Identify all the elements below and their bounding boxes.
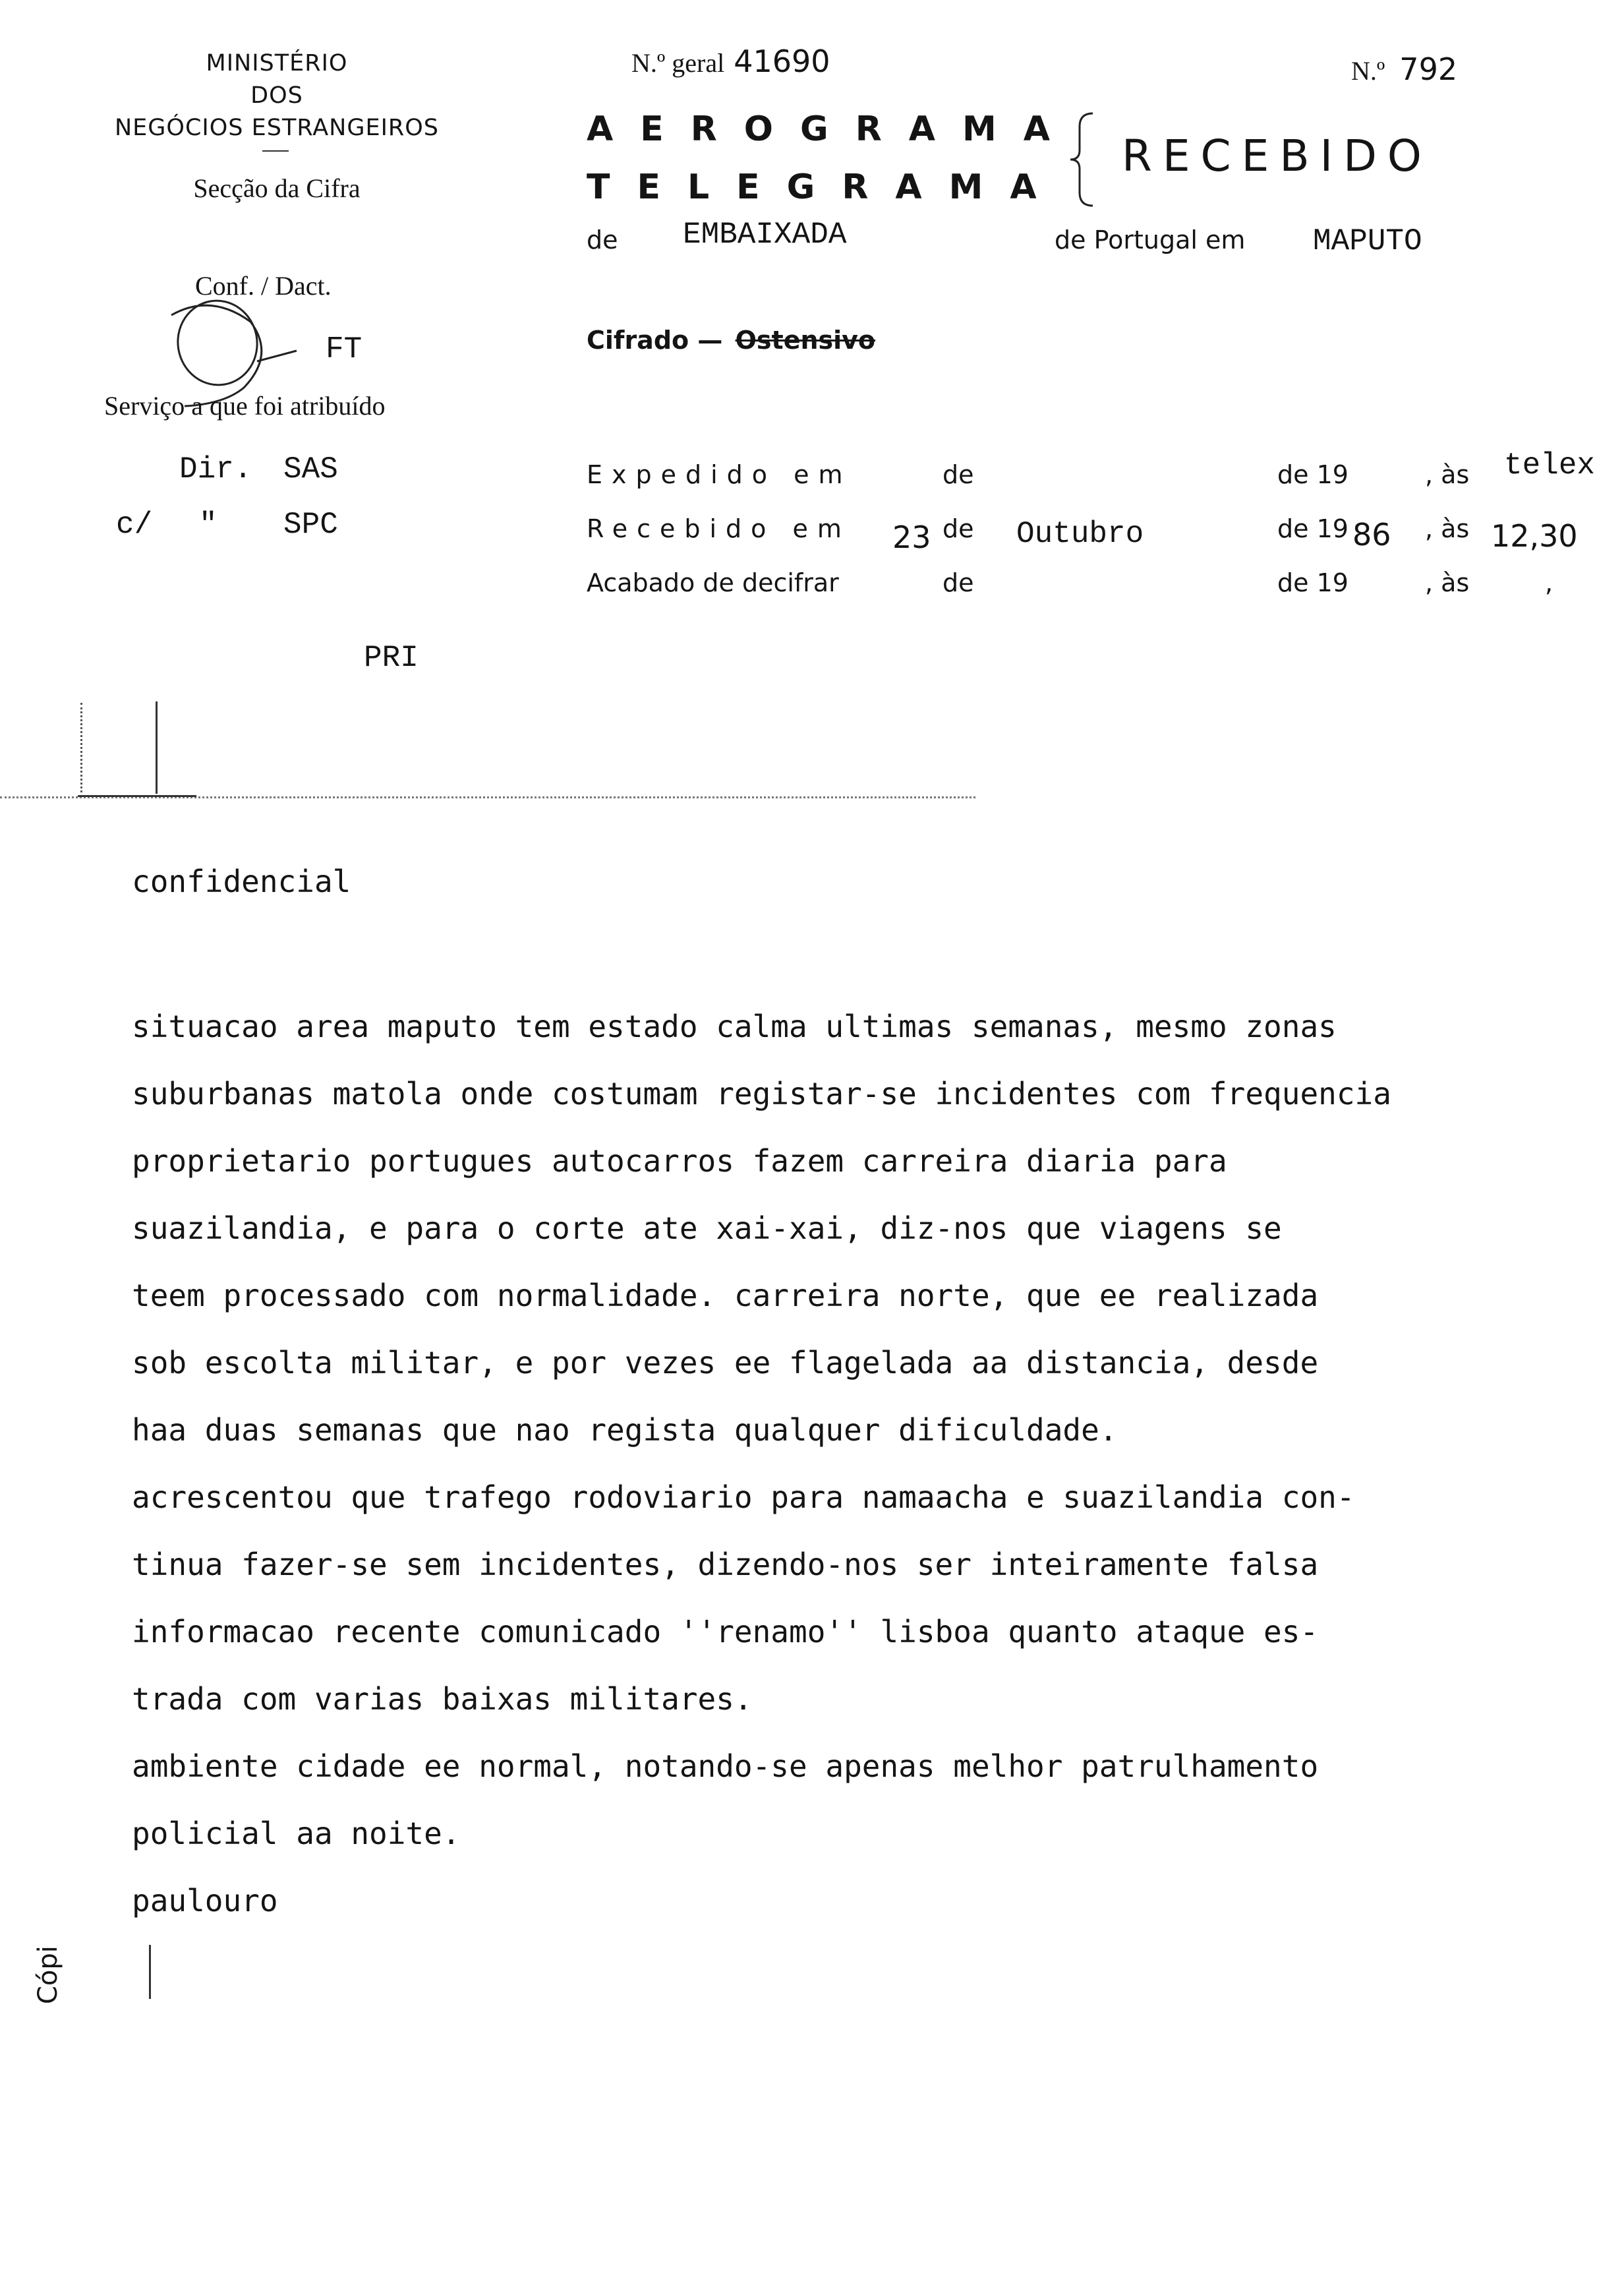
- ministry-underline: [262, 150, 289, 152]
- brace-icon: [1066, 111, 1099, 208]
- recebido-month: Outubro: [1016, 517, 1144, 551]
- expedido-year-label: de 19: [1277, 460, 1348, 489]
- portugal-label: de Portugal em: [1055, 225, 1246, 254]
- ostensivo-struck-label: Ostensivo: [735, 326, 876, 355]
- ministry-line-3: NEGÓCIOS ESTRANGEIROS: [115, 115, 439, 141]
- doc-number-label: N.º: [1351, 56, 1385, 86]
- recebido-de-word: de: [942, 514, 974, 543]
- dir-value: SAS: [283, 452, 338, 487]
- cc-ditto: ": [199, 508, 218, 542]
- cifrado-label: Cifrado —: [587, 326, 723, 355]
- ministry-line-2: DOS: [250, 82, 303, 109]
- body-line-8: acrescentou que trafego rodoviario para namaacha e suazilandia con-: [132, 1479, 1355, 1515]
- telegrama-heading: TELEGRAMA: [587, 167, 1064, 207]
- body-line-10: informacao recente comunicado ''renamo'' lisboa quanto ataque es-: [132, 1614, 1319, 1650]
- aerograma-heading: AEROGRAMA: [587, 109, 1077, 149]
- body-line-9: tinua fazer-se sem incidentes, dizendo-nos ser inteiramente falsa: [132, 1547, 1319, 1582]
- from-value: EMBAIXADA: [683, 218, 847, 252]
- cifrado-line: [587, 326, 875, 355]
- cc-label: c/: [116, 508, 153, 542]
- body-line-3: proprietario portugues autocarros fazem carreira diaria para: [132, 1143, 1227, 1179]
- recebido-year-label: de 19: [1277, 514, 1348, 543]
- general-number-label: N.º geral: [631, 48, 725, 78]
- acabado-label: Acabado de decifrar: [587, 568, 839, 597]
- signature-line: paulouro: [132, 1883, 278, 1918]
- conf-dact-label: Conf. / Dact.: [195, 271, 332, 301]
- acabado-de-word: de: [942, 568, 974, 597]
- general-number: [631, 44, 830, 79]
- priority-code: PRI: [364, 641, 419, 675]
- recebido-label: Recebido em: [587, 514, 851, 543]
- recebido-as-label: , às: [1425, 514, 1470, 543]
- vertical-rule-left: [156, 701, 158, 794]
- dir-label: Dir.: [179, 452, 252, 487]
- body-line-11: trada com varias baixas militares.: [132, 1681, 753, 1717]
- general-number-value: 41690: [734, 44, 830, 79]
- city-value: MAPUTO: [1313, 224, 1422, 258]
- recebido-day: 23: [892, 520, 931, 555]
- classification-line: confidencial: [132, 864, 351, 899]
- body-line-4: suazilandia, e para o corte ate xai-xai, diz-nos que viagens se: [132, 1210, 1282, 1246]
- copy-margin-note: Cópi: [33, 1946, 63, 2004]
- from-label: de: [587, 225, 618, 254]
- vertical-rule-bottom: [149, 1945, 151, 1999]
- ministry-block: [46, 47, 508, 144]
- ministry-line-1: MINISTÉRIO: [206, 50, 348, 76]
- expedido-de-word: de: [942, 460, 974, 489]
- recebido-stamp: RECEBIDO: [1122, 131, 1432, 181]
- cipher-section: Secção da Cifra: [193, 173, 361, 203]
- acabado-comma: ,: [1545, 568, 1553, 597]
- body-line-6: sob escolta militar, e por vezes ee flagelada aa distancia, desde: [132, 1345, 1319, 1381]
- body-line-5: teem processado com normalidade. carreira norte, que ee realizada: [132, 1278, 1319, 1313]
- body-line-13: policial aa noite.: [132, 1816, 461, 1851]
- acabado-as-label: , às: [1425, 568, 1470, 597]
- recebido-year-suffix: 86: [1352, 517, 1391, 552]
- conf-initials: FT: [326, 332, 362, 367]
- cc-value: SPC: [283, 508, 338, 542]
- service-label: Serviço a que foi atribuído: [104, 391, 386, 421]
- separator-solid-segment: [78, 795, 196, 797]
- expedido-as-label: , às: [1425, 460, 1470, 489]
- expedido-value: telex: [1504, 448, 1596, 483]
- acabado-year-label: de 19: [1277, 568, 1348, 597]
- body-line-12: ambiente cidade ee normal, notando-se apenas melhor patrulhamento: [132, 1748, 1319, 1784]
- expedido-label: Expedido em: [587, 460, 852, 489]
- body-line-7: haa duas semanas que nao regista qualquer dificuldade.: [132, 1412, 1118, 1448]
- body-line-1: situacao area maputo tem estado calma ultimas semanas, mesmo zonas: [132, 1009, 1337, 1044]
- doc-number: [1351, 51, 1457, 87]
- recebido-time: 12,30: [1491, 518, 1578, 554]
- body-line-2: suburbanas matola onde costumam registar-se incidentes com frequencia: [132, 1076, 1391, 1112]
- dotted-vertical-mark: [80, 703, 82, 792]
- doc-number-value: 792: [1399, 51, 1458, 87]
